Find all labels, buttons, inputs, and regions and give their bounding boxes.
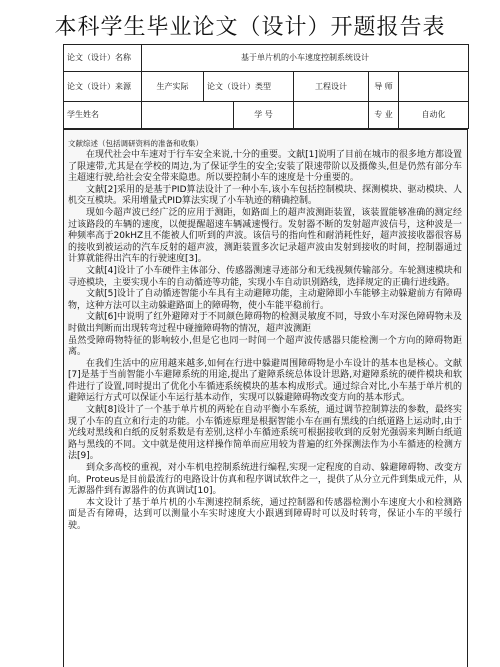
review-paragraph: 文献[5]设计了自动循迹智能小车具有主动避障功能，主动避障即小车能够主动躲避前方有障碍物，这种方法可以主动躲避路面上的障碍物，使小车能平稳前行。 bbox=[68, 289, 462, 311]
review-paragraph: 文献[6]中说明了红外避障对于不同颜色障碍物的检测灵敏度不同，导致小车对深色障碍物未及时做出判断而出现转弯过程中碰撞障碍物的情况，超声波测距 bbox=[68, 312, 462, 334]
major-label-cell: 专 业 bbox=[369, 102, 399, 129]
literature-review-section bbox=[63, 129, 468, 667]
student-id-label-cell: 学 号 bbox=[234, 102, 294, 129]
review-paragraph: 虽然受障碍物特征的影响较小,但是它也同一时间一个超声波传感器只能检测一个方向的障碍物距离。 bbox=[68, 335, 462, 358]
review-paragraph: 文献[2]采用的是基于PID算法设计了一种小车,该小车包括控制模块、探测模块、驱动模块、人机交互模块。采用增量式PID算法实现了小车轨迹的精确控制。 bbox=[68, 184, 462, 207]
student-name-label-cell: 学生姓名 bbox=[64, 102, 142, 129]
thesis-title-value: 基于单片机的小车速度控制系统设计 bbox=[142, 45, 469, 72]
review-paragraph: 现如今超声波已经广泛的应用于测距，如路面上的超声波测距装置，该装置能够准确的测定经过该路段的车辆的速度，以便提醒超速车辆减速慢行。发射器不断的发射超声波信号，这种波是一种频率高于20kHZ且不能被人们听到的声波。该信号的指向性和耐消耗性好，超声波接收器很容易的接收到被运动的汽车反射的超声波，测距装置多次记录超声波由发射到接收的时间，控制器通过计算就能得出汽车的行驶速度[3]。 bbox=[68, 207, 462, 265]
info-table bbox=[63, 44, 469, 129]
source-value-cell: 生产实际 bbox=[142, 72, 204, 102]
review-heading: 文献综述（包括调研资料的准备和收集） bbox=[68, 139, 203, 148]
review-paragraph: 在我们生活中的应用越来越多,如何在行进中躲避周围障碍物是小车设计的基本也是核心。文献[7]是基于当前智能小车避障系统的用途,提出了避障系统总体设计思路,对避障系统的硬件模块和软件进行了设置,同时提出了优化小车循迹系统模块的基本构成形式。通过综合对比,小车基于单片机的避障运行方式可以保证小车运行基本动作，实现可以躲避障碍物改变方向的基本形式。 bbox=[68, 358, 462, 404]
advisor-label-cell: 导 师 bbox=[369, 72, 399, 102]
type-value-cell: 工程设计 bbox=[294, 72, 369, 102]
advisor-value-cell bbox=[399, 72, 469, 102]
review-paragraph: 本文设计了基于单片机的小车测速控制系统，通过控制器和传感器检测小车速度大小和检测路面是否有障碍，达到可以测量小车实时速度大小跟遇到障碍时可以及时转弯，保证小车的平缓行驶。 bbox=[68, 497, 462, 531]
review-paragraph: 文献[8]设计了一个基于单片机的两轮在自动平衡小车系统，通过调节控制算法的参数，最终实现了小车的直立和行走的功能。小车循迹原理是根据智能小车在画有黑线的白纸道路上运动时,由于光线对黑线和白纸的反射系数是有差别,这样小车循迹系统可根据接收到的反射光强弱来判断白纸道路与黑线的不同。文中就是使用这样操作简单而应用较为普遍的红外探测法作为小车循迹的检测方法[9]。 bbox=[68, 405, 462, 462]
student-id-value-cell bbox=[294, 102, 369, 129]
title-label-cell: 论文（设计）名称 bbox=[64, 45, 142, 72]
type-label-cell: 论文（设计）类型 bbox=[204, 72, 294, 102]
major-value-cell: 自动化 bbox=[399, 102, 469, 129]
review-body bbox=[68, 150, 462, 533]
review-paragraph: 在现代社会中车速对于行车安全来说,十分的重要。文献[1]说明了目前在城市的很多地方都设置了限速带,尤其是在学校的周边,为了保证学生的安全;安装了限速带阶以及摄像头,但是仍然有部分车主超速行驶,给社会安全带来隐患。所以要控制小车的速度是十分重要的。 bbox=[68, 150, 462, 184]
review-paragraph: 到众多高校的重视，对小车机电控制系统进行编程,实现一定程度的自动、躲避障碍物、改变方向。Proteus是目前最流行的电路设计仿真和程序调试软件之一，提供了从分立元件到集成元件，从无源器件到有源器件的仿真调试[10]。 bbox=[68, 463, 462, 497]
source-label-cell: 论文（设计）来源 bbox=[64, 72, 142, 102]
student-name-value-cell bbox=[142, 102, 234, 129]
review-paragraph: 文献[4]设计了小车硬件主体部分、传感器测速寻迹部分和无线视频传输部分。车轮测速模块和寻迹模块，主要实现小车的自动循迹等功能，实现小车自动识别路线，选择规定的正确行进线路。 bbox=[68, 265, 462, 288]
page-title: 本科学生毕业论文（设计）开题报告表 bbox=[54, 15, 446, 40]
